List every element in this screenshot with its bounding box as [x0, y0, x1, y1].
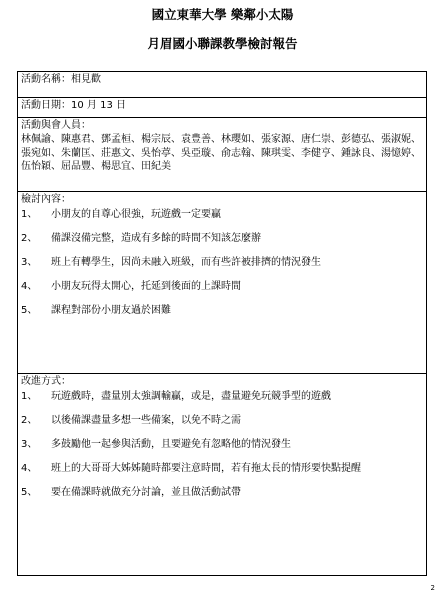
improvement-label: 改進方式：	[21, 376, 71, 387]
improvement-item	[21, 486, 423, 499]
participants-row	[18, 118, 426, 192]
improvement-item-number: 2、	[21, 415, 38, 426]
improvement-item-text: 玩遊戲時，盡量別太強調輸贏，或是，盡量避免玩競爭型的遊戲	[51, 391, 331, 402]
review-item-number: 3、	[21, 257, 38, 268]
review-item-text: 課程對部份小朋友過於困難	[51, 305, 171, 316]
improvement-item-text: 以後備課盡量多想一些備案，以免不時之需	[51, 415, 241, 426]
participants-label: 活動與會人員：	[21, 120, 91, 131]
improvement-section	[18, 374, 426, 575]
improvement-item-text: 要在備課時就做充分討論，並且做活動試帶	[51, 487, 241, 498]
activity-name: 活動名稱：相見歡	[21, 74, 101, 85]
improvement-item-number: 1、	[21, 391, 38, 402]
activity-date: 活動日期：10 月 13 日	[21, 100, 126, 111]
review-label: 檢討內容：	[21, 194, 71, 205]
page-number: 2	[430, 584, 435, 592]
review-item	[21, 208, 423, 221]
report-table	[17, 71, 427, 576]
review-item-number: 5、	[21, 305, 38, 316]
review-item	[21, 304, 423, 317]
improvement-item-number: 5、	[21, 487, 38, 498]
review-item-text: 班上有轉學生，因尚未融入班級，而有些許被排擠的情況發生	[51, 257, 321, 268]
improvement-item-number: 3、	[21, 439, 38, 450]
report-title: 月眉國小聯課教學檢討報告	[147, 36, 298, 51]
review-item	[21, 232, 423, 245]
improvement-item-text: 班上的大哥哥大姊姊隨時都要注意時間，若有拖太長的情形要快點提醒	[51, 463, 361, 474]
report-organization-title: 國立東華大學 樂鄰小太陽	[151, 7, 294, 22]
review-item-text: 備課沒備完整，造成有多餘的時間不知該怎麼辦	[51, 233, 261, 244]
improvement-item	[21, 462, 423, 475]
review-item	[21, 256, 423, 269]
improvement-item-number: 4、	[21, 463, 38, 474]
review-item-number: 2、	[21, 233, 38, 244]
review-item-number: 1、	[21, 209, 38, 220]
review-item-text: 小朋友玩得太開心，托延到後面的上課時間	[51, 281, 241, 292]
review-item-text: 小朋友的自尊心很強，玩遊戲一定要贏	[51, 209, 221, 220]
participants-names: 林佩諭、陳惠君、鄧孟桓、楊宗辰、袁豊善、林瓔如、張家源、唐仁崇、彭德弘、張淑妮、張宛如、朱蘭匡、莊惠文、吳怡葶、吳亞璇、俞志翰、陳琪雯、李健亨、鍾詠良、湯憶婷、伍怡穎、屈品豐、楊思宜、田紀美	[21, 134, 421, 172]
improvement-list	[21, 390, 423, 499]
improvement-item	[21, 414, 423, 427]
review-item	[21, 280, 423, 293]
improvement-item	[21, 438, 423, 451]
activity-date-row	[18, 98, 426, 118]
activity-name-row	[18, 72, 426, 98]
review-item-number: 4、	[21, 281, 38, 292]
improvement-item	[21, 390, 423, 403]
improvement-item-text: 多鼓勵他一起參與活動，且要避免有忽略他的情況發生	[51, 439, 291, 450]
review-list	[21, 208, 423, 317]
review-section	[18, 192, 426, 374]
